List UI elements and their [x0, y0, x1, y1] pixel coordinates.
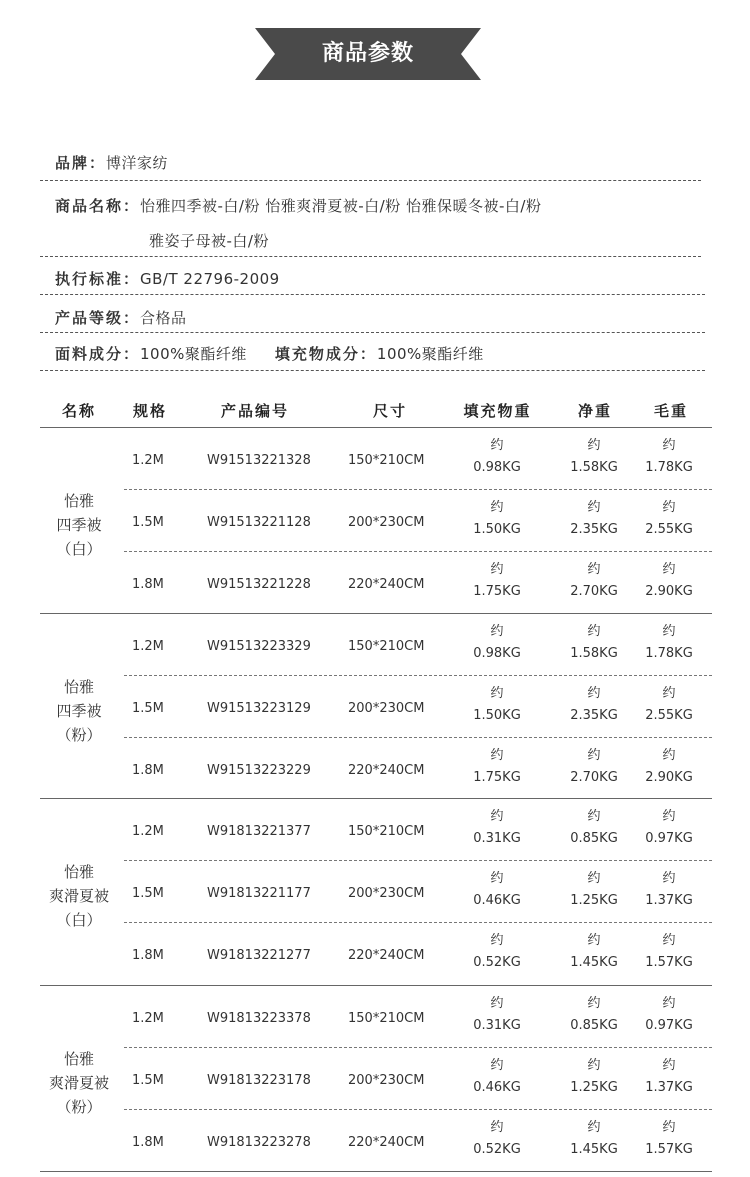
product-name-line2: 雅姿子母被-白/粉 — [149, 232, 269, 250]
approx-label: 约 — [587, 438, 601, 453]
group-divider — [40, 613, 712, 614]
approx-label: 约 — [587, 562, 601, 577]
approx-label: 约 — [662, 686, 676, 701]
gross-weight-cell — [624, 1117, 714, 1161]
standard-row — [55, 268, 705, 289]
header-gross-weight: 毛重 — [653, 402, 688, 420]
row-divider — [124, 551, 712, 552]
weight-value: 1.57KG — [645, 955, 693, 970]
spec-cell: 1.8M — [132, 1135, 164, 1150]
weight-value: 0.97KG — [645, 1018, 693, 1033]
divider — [40, 256, 701, 257]
header-name: 名称 — [61, 402, 96, 420]
weight-value: 2.90KG — [645, 770, 693, 785]
spec-cell: 1.8M — [132, 763, 164, 778]
approx-label: 约 — [662, 500, 676, 515]
grade-value: 合格品 — [140, 309, 187, 327]
table-bottom-border — [40, 1171, 712, 1172]
approx-label: 约 — [662, 748, 676, 763]
weight-value: 1.37KG — [645, 1080, 693, 1095]
weight-value: 0.46KG — [473, 893, 521, 908]
approx-label: 约 — [662, 624, 676, 639]
approx-label: 约 — [490, 686, 504, 701]
header-code: 产品编号 — [220, 402, 289, 420]
weight-value: 1.45KG — [570, 1142, 618, 1157]
table-header — [0, 400, 750, 422]
weight-value: 2.55KG — [645, 522, 693, 537]
group-name-line: 怡雅 — [63, 863, 94, 881]
size-cell: 220*240CM — [348, 763, 425, 778]
row-divider — [124, 922, 712, 923]
group-name-line: （粉） — [56, 726, 102, 744]
weight-value: 2.35KG — [570, 708, 618, 723]
weight-value: 0.98KG — [473, 460, 521, 475]
row-divider — [124, 1047, 712, 1048]
gross-weight-cell — [624, 868, 714, 912]
approx-label: 约 — [587, 500, 601, 515]
size-cell: 220*240CM — [348, 1135, 425, 1150]
approx-label: 约 — [662, 933, 676, 948]
filling-value: 100%聚酯纤维 — [376, 345, 484, 363]
header-spec: 规格 — [132, 402, 167, 420]
code-cell: W91513221228 — [207, 577, 311, 592]
fill-weight-cell — [452, 435, 542, 479]
weight-value: 1.25KG — [570, 893, 618, 908]
weight-value: 1.50KG — [473, 522, 521, 537]
size-cell: 200*230CM — [348, 701, 425, 716]
group-name — [40, 1047, 118, 1119]
approx-label: 约 — [587, 933, 601, 948]
code-cell: W91513223229 — [207, 763, 311, 778]
group-divider — [40, 798, 712, 799]
approx-label: 约 — [490, 933, 504, 948]
approx-label: 约 — [490, 624, 504, 639]
spec-cell: 1.8M — [132, 577, 164, 592]
weight-value: 1.78KG — [645, 646, 693, 661]
row-divider — [124, 489, 712, 490]
product-name-label: 商品名称： — [55, 197, 141, 215]
group-name-line: 怡雅 — [63, 1050, 94, 1068]
spec-cell: 1.2M — [132, 453, 164, 468]
group-name-line: 四季被 — [56, 702, 102, 720]
material-row — [55, 343, 705, 364]
title-banner — [255, 28, 481, 80]
size-cell: 220*240CM — [348, 577, 425, 592]
size-cell: 200*230CM — [348, 886, 425, 901]
code-cell: W91513221328 — [207, 453, 311, 468]
size-cell: 150*210CM — [348, 453, 425, 468]
approx-label: 约 — [587, 748, 601, 763]
group-name-line: （白） — [56, 911, 102, 929]
fill-weight-cell — [452, 559, 542, 603]
weight-value: 0.52KG — [473, 955, 521, 970]
weight-value: 2.70KG — [570, 770, 618, 785]
weight-value: 1.75KG — [473, 770, 521, 785]
brand-value: 博洋家纺 — [106, 154, 169, 172]
code-cell: W91813223178 — [207, 1073, 311, 1088]
fabric-label: 面料成分： — [55, 345, 141, 363]
fill-weight-cell — [452, 806, 542, 850]
row-divider — [124, 737, 712, 738]
weight-value: 1.78KG — [645, 460, 693, 475]
fill-weight-cell — [452, 868, 542, 912]
size-cell: 200*230CM — [348, 1073, 425, 1088]
approx-label: 约 — [587, 809, 601, 824]
approx-label: 约 — [490, 438, 504, 453]
code-cell: W91813223378 — [207, 1011, 311, 1026]
size-cell: 200*230CM — [348, 515, 425, 530]
group-divider — [40, 427, 712, 428]
weight-value: 0.31KG — [473, 831, 521, 846]
code-cell: W91513221128 — [207, 515, 311, 530]
header-size: 尺寸 — [372, 402, 407, 420]
fill-weight-cell — [452, 497, 542, 541]
divider — [40, 294, 705, 295]
page-title: 商品参数 — [321, 41, 414, 66]
spec-cell: 1.5M — [132, 1073, 164, 1088]
divider — [40, 332, 705, 333]
row-divider — [124, 1109, 712, 1110]
approx-label: 约 — [662, 562, 676, 577]
group-name-line: 四季被 — [56, 516, 102, 534]
approx-label: 约 — [490, 996, 504, 1011]
group-name-line: 爽滑夏被 — [48, 887, 109, 905]
header-net-weight: 净重 — [577, 402, 612, 420]
fill-weight-cell — [452, 1055, 542, 1099]
fill-weight-cell — [452, 993, 542, 1037]
approx-label: 约 — [490, 871, 504, 886]
fill-weight-cell — [452, 1117, 542, 1161]
grade-row — [55, 307, 705, 328]
approx-label: 约 — [587, 624, 601, 639]
weight-value: 2.35KG — [570, 522, 618, 537]
row-divider — [124, 860, 712, 861]
weight-value: 2.70KG — [570, 584, 618, 599]
group-name-line: 爽滑夏被 — [48, 1074, 109, 1092]
code-cell: W91513223129 — [207, 701, 311, 716]
gross-weight-cell — [624, 993, 714, 1037]
code-cell: W91513223329 — [207, 639, 311, 654]
weight-value: 2.55KG — [645, 708, 693, 723]
weight-value: 1.45KG — [570, 955, 618, 970]
group-name — [40, 675, 118, 747]
standard-label: 执行标准： — [55, 270, 141, 288]
gross-weight-cell — [624, 930, 714, 974]
group-name-line: 怡雅 — [63, 492, 94, 510]
weight-value: 0.46KG — [473, 1080, 521, 1095]
gross-weight-cell — [624, 745, 714, 789]
group-name — [40, 489, 118, 561]
approx-label: 约 — [490, 500, 504, 515]
approx-label: 约 — [587, 996, 601, 1011]
divider — [40, 370, 705, 371]
weight-value: 1.75KG — [473, 584, 521, 599]
fill-weight-cell — [452, 683, 542, 727]
gross-weight-cell — [624, 1055, 714, 1099]
spec-cell: 1.5M — [132, 515, 164, 530]
approx-label: 约 — [662, 871, 676, 886]
approx-label: 约 — [662, 996, 676, 1011]
gross-weight-cell — [624, 806, 714, 850]
spec-cell: 1.5M — [132, 886, 164, 901]
spec-cell: 1.5M — [132, 701, 164, 716]
gross-weight-cell — [624, 435, 714, 479]
group-name-line: （粉） — [56, 1098, 102, 1116]
brand-row — [55, 152, 705, 173]
approx-label: 约 — [662, 1058, 676, 1073]
approx-label: 约 — [662, 438, 676, 453]
weight-value: 1.58KG — [570, 460, 618, 475]
weight-value: 1.25KG — [570, 1080, 618, 1095]
brand-label: 品牌： — [55, 154, 107, 172]
approx-label: 约 — [587, 1120, 601, 1135]
group-divider — [40, 985, 712, 986]
weight-value: 1.58KG — [570, 646, 618, 661]
approx-label: 约 — [490, 562, 504, 577]
group-name-line: 怡雅 — [63, 678, 94, 696]
weight-value: 0.85KG — [570, 1018, 618, 1033]
spec-cell: 1.2M — [132, 1011, 164, 1026]
standard-value: GB/T 22796-2009 — [140, 270, 280, 288]
gross-weight-cell — [624, 559, 714, 603]
approx-label: 约 — [490, 1120, 504, 1135]
approx-label: 约 — [662, 809, 676, 824]
weight-value: 0.98KG — [473, 646, 521, 661]
size-cell: 220*240CM — [348, 948, 425, 963]
weight-value: 1.37KG — [645, 893, 693, 908]
approx-label: 约 — [587, 1058, 601, 1073]
size-cell: 150*210CM — [348, 639, 425, 654]
approx-label: 约 — [490, 1058, 504, 1073]
product-name-row-2 — [149, 230, 750, 251]
approx-label: 约 — [490, 809, 504, 824]
group-name — [40, 860, 118, 932]
fill-weight-cell — [452, 930, 542, 974]
spec-cell: 1.2M — [132, 639, 164, 654]
approx-label: 约 — [587, 686, 601, 701]
fill-weight-cell — [452, 745, 542, 789]
weight-value: 1.50KG — [473, 708, 521, 723]
code-cell: W91813223278 — [207, 1135, 311, 1150]
weight-value: 0.31KG — [473, 1018, 521, 1033]
group-name-line: （白） — [56, 540, 102, 558]
spec-cell: 1.8M — [132, 948, 164, 963]
header-fill-weight: 填充物重 — [463, 402, 532, 420]
approx-label: 约 — [587, 871, 601, 886]
spec-cell: 1.2M — [132, 824, 164, 839]
filling-label: 填充物成分： — [274, 345, 377, 363]
code-cell: W91813221177 — [207, 886, 311, 901]
weight-value: 1.57KG — [645, 1142, 693, 1157]
fill-weight-cell — [452, 621, 542, 665]
row-divider — [124, 675, 712, 676]
approx-label: 约 — [662, 1120, 676, 1135]
divider — [40, 180, 701, 181]
gross-weight-cell — [624, 497, 714, 541]
size-cell: 150*210CM — [348, 1011, 425, 1026]
code-cell: W91813221377 — [207, 824, 311, 839]
product-name-row — [55, 195, 705, 216]
code-cell: W91813221277 — [207, 948, 311, 963]
gross-weight-cell — [624, 621, 714, 665]
grade-label: 产品等级： — [55, 309, 141, 327]
weight-value: 0.85KG — [570, 831, 618, 846]
gross-weight-cell — [624, 683, 714, 727]
fabric-value: 100%聚酯纤维 — [140, 345, 247, 363]
weight-value: 0.97KG — [645, 831, 693, 846]
approx-label: 约 — [490, 748, 504, 763]
weight-value: 0.52KG — [473, 1142, 521, 1157]
product-name-line1: 怡雅四季被-白/粉 怡雅爽滑夏被-白/粉 怡雅保暖冬被-白/粉 — [140, 197, 542, 215]
size-cell: 150*210CM — [348, 824, 425, 839]
weight-value: 2.90KG — [645, 584, 693, 599]
